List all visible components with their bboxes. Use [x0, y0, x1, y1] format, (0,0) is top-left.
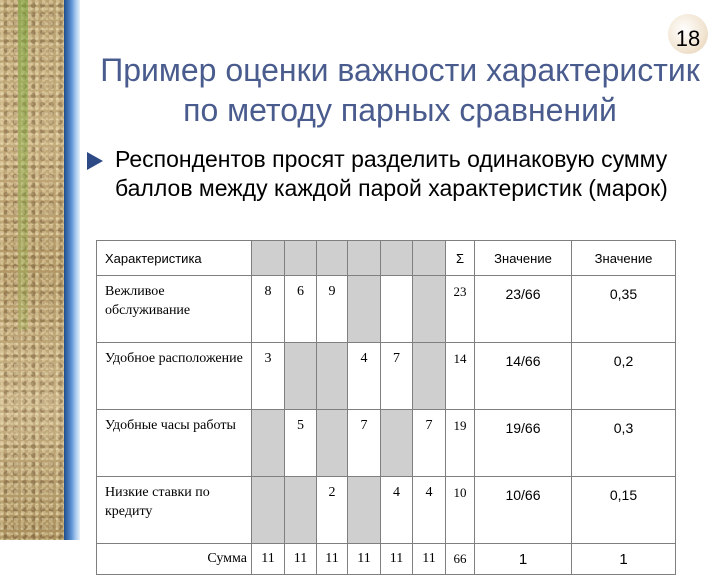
total-score-cell: 11	[413, 544, 446, 575]
value-fraction: 10/66	[475, 477, 572, 544]
header-blank-cell	[348, 241, 381, 276]
header-sum-symbol: Σ	[446, 241, 475, 276]
total-fraction: 1	[475, 544, 572, 575]
value-fraction: 23/66	[475, 276, 572, 343]
score-cell: 6	[285, 276, 317, 343]
characteristic-name: Низкие ставки по кредиту	[97, 477, 252, 544]
header-blank-cell	[285, 241, 317, 276]
total-sum: 66	[446, 544, 475, 575]
score-cell	[413, 343, 446, 410]
table-row	[97, 477, 676, 544]
score-cell: 5	[285, 410, 317, 477]
total-score-cell: 11	[285, 544, 317, 575]
value-decimal: 0,15	[572, 477, 676, 544]
total-score-cell: 11	[252, 544, 285, 575]
total-score-cell: 11	[348, 544, 381, 575]
score-cell: 7	[413, 410, 446, 477]
score-cell	[348, 276, 381, 343]
score-cell: 9	[317, 276, 348, 343]
score-cell: 7	[381, 343, 413, 410]
score-cell: 4	[348, 343, 381, 410]
slide-number: 18	[675, 26, 701, 51]
total-score-cell: 11	[317, 544, 348, 575]
row-sum: 14	[446, 343, 475, 410]
sidebar-gradient-edge	[64, 0, 80, 540]
header-value-decimal: Значение	[572, 241, 676, 276]
score-cell	[285, 343, 317, 410]
row-sum: 23	[446, 276, 475, 343]
total-row	[97, 544, 676, 575]
value-fraction: 14/66	[475, 343, 572, 410]
row-sum: 19	[446, 410, 475, 477]
score-cell: 4	[413, 477, 446, 544]
score-cell	[252, 410, 285, 477]
score-cell: 2	[317, 477, 348, 544]
bullet-text: Респондентов просят разделить одинаковую сумму баллов между каждой парой характеристик (марок)	[115, 146, 668, 201]
score-cell	[348, 477, 381, 544]
sidebar-stripe	[18, 0, 28, 330]
header-row	[97, 241, 676, 276]
row-sum: 10	[446, 477, 475, 544]
score-cell	[317, 410, 348, 477]
total-label: Сумма	[97, 544, 252, 575]
characteristic-name: Удобное расположение	[97, 343, 252, 410]
score-cell	[252, 477, 285, 544]
bullet-arrow-icon	[87, 152, 103, 170]
header-blank-cell	[413, 241, 446, 276]
score-cell	[381, 410, 413, 477]
header-characteristic: Характеристика	[97, 241, 252, 276]
total-decimal: 1	[572, 544, 676, 575]
score-cell	[413, 276, 446, 343]
score-cell	[285, 477, 317, 544]
score-cell: 4	[381, 477, 413, 544]
characteristic-name: Удобные часы работы	[97, 410, 252, 477]
sidebar-texture	[0, 0, 64, 540]
value-fraction: 19/66	[475, 410, 572, 477]
score-cell: 3	[252, 343, 285, 410]
score-cell	[317, 343, 348, 410]
header-blank-cell	[317, 241, 348, 276]
table-row	[97, 276, 676, 343]
header-blank-cell	[381, 241, 413, 276]
value-decimal: 0,35	[572, 276, 676, 343]
value-decimal: 0,3	[572, 410, 676, 477]
score-cell	[381, 276, 413, 343]
table-row	[97, 343, 676, 410]
header-value-fraction: Значение	[475, 241, 572, 276]
pairwise-comparison-table	[96, 240, 676, 575]
total-score-cell: 11	[381, 544, 413, 575]
header-blank-cell	[252, 241, 285, 276]
score-cell: 7	[348, 410, 381, 477]
characteristic-name: Вежливое обслуживание	[97, 276, 252, 343]
table-row	[97, 410, 676, 477]
value-decimal: 0,2	[572, 343, 676, 410]
slide-title: Пример оценки важности характеристик по методу парных сравнений	[100, 52, 700, 128]
score-cell: 8	[252, 276, 285, 343]
